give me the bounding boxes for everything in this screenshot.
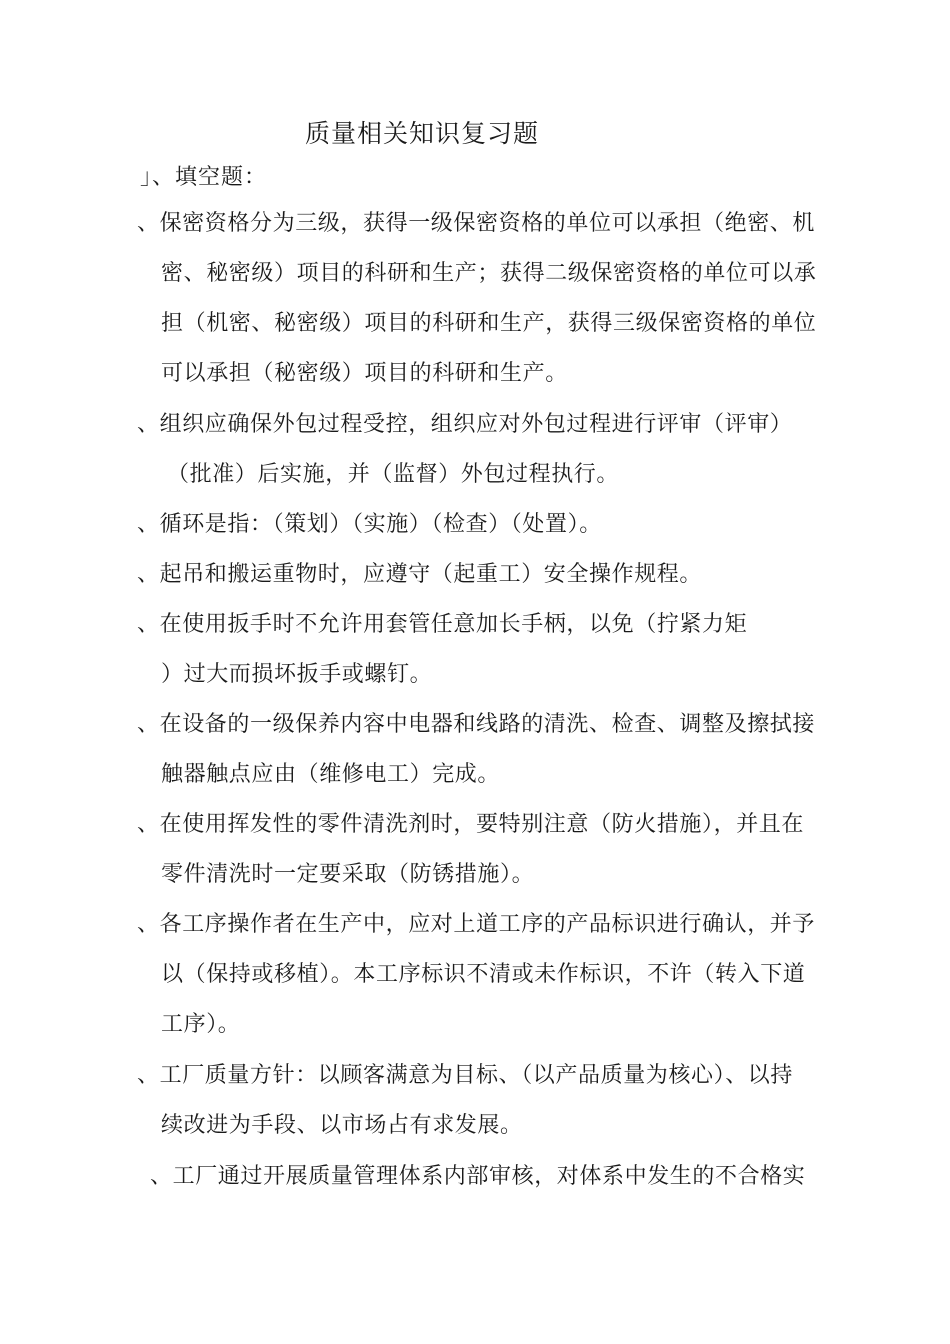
question-line: 工序）。 xyxy=(161,1012,241,1037)
question-line: 触器触点应由（维修电工）完成。 xyxy=(161,762,501,787)
question-line: （批准）后实施，并（监督）外包过程执行。 xyxy=(167,462,620,487)
question-item-3 xyxy=(137,500,817,550)
question-item-8 xyxy=(137,900,817,1050)
question-item-6 xyxy=(137,700,817,800)
question-line: 、在使用挥发性的零件清洗剂时，要特别注意（防火措施），并且在 xyxy=(137,812,805,837)
question-item-7 xyxy=(137,800,817,900)
question-line: 零件清洗时一定要采取（防锈措施）。 xyxy=(161,862,535,887)
question-line: 以（保持或移植）。本工序标识不清或未作标识，不许（转入下道 xyxy=(161,962,806,987)
question-line: 、工厂通过开展质量管理体系内部审核，对体系中发生的不合格实 xyxy=(150,1164,806,1189)
section-heading: 」、填空题： xyxy=(140,165,268,190)
question-line: 、组织应确保外包过程受控，组织应对外包过程进行评审（评审） xyxy=(137,412,793,437)
question-line: 、保密资格分为三级，获得一级保密资格的单位可以承担（绝密、机 xyxy=(137,211,816,236)
question-line: 可以承担（秘密级）项目的科研和生产。 xyxy=(161,361,568,386)
question-line: 、各工序操作者在生产中，应对上道工序的产品标识进行确认，并予 xyxy=(137,912,816,937)
question-item-2 xyxy=(137,400,817,500)
document-title: 质量相关知识复习题 xyxy=(305,119,540,148)
question-item-5 xyxy=(137,600,817,700)
question-item-4 xyxy=(137,550,817,600)
question-line: 、起吊和搬运重物时，应遵守（起重工）安全操作规程。 xyxy=(137,562,703,587)
question-line: ）过大而损坏扳手或螺钉。 xyxy=(161,662,433,687)
question-item-1 xyxy=(137,199,817,399)
question-line: 、工厂质量方针：以顾客满意为目标、（以产品质量为核心）、以持 xyxy=(137,1063,794,1088)
question-line: 续改进为手段、以市场占有求发展。 xyxy=(161,1113,523,1138)
question-line: 、在使用扳手时不允许用套管任意加长手柄，以免（拧紧力矩 xyxy=(137,612,748,637)
question-item-9 xyxy=(137,1051,817,1151)
question-line: 、循环是指：（策划）（实施）（检查）（处置）。 xyxy=(137,512,602,537)
question-item-10 xyxy=(150,1152,830,1202)
question-line: 担（机密、秘密级）项目的科研和生产，获得三级保密资格的单位 xyxy=(161,311,817,336)
question-line: 、在设备的一级保养内容中电器和线路的清洗、检查、调整及擦拭接 xyxy=(137,712,816,737)
question-line: 密、秘密级）项目的科研和生产；获得二级保密资格的单位可以承 xyxy=(161,261,817,286)
